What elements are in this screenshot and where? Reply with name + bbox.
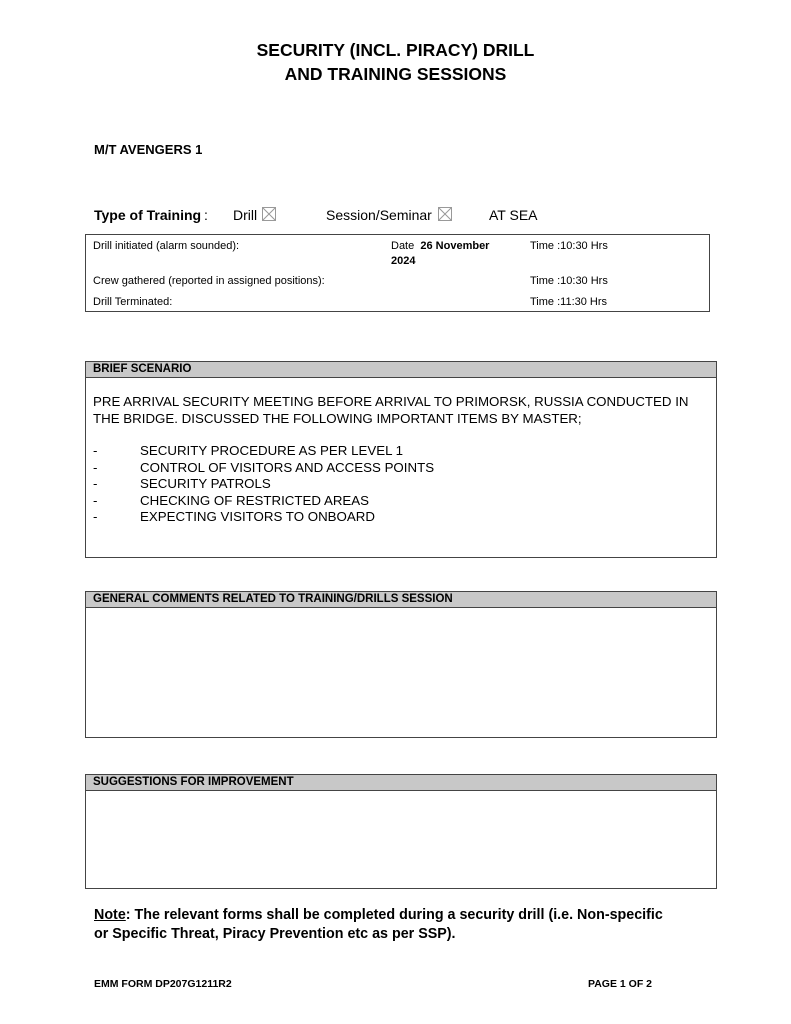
note-label: Note [94, 907, 126, 923]
vessel-name: M/T AVENGERS 1 [94, 142, 203, 157]
drill-times-table [85, 234, 710, 312]
page-number: PAGE 1 OF 2 [588, 978, 652, 990]
session-seminar-checkbox[interactable] [438, 207, 452, 221]
date-label [391, 240, 489, 252]
scenario-item-text: SECURITY PATROLS [140, 476, 271, 491]
bullet-dash: - [93, 492, 98, 508]
scenario-intro: PRE ARRIVAL SECURITY MEETING BEFORE ARRIVAL TO PRIMORSK, RUSSIA CONDUCTED IN THE BRIDGE. DISCUSSED THE FOLLOWING IMPORTANT ITEMS BY MASTER; [93, 394, 689, 426]
drill-checkbox[interactable] [262, 207, 276, 221]
crew-gathered-label: Crew gathered (reported in assigned positions): [93, 275, 325, 287]
scenario-item [93, 443, 716, 460]
training-location: AT SEA [489, 207, 538, 223]
checkbox-cross-icon [263, 208, 275, 220]
training-type-colon: : [204, 207, 208, 223]
suggestions-area[interactable] [86, 791, 716, 889]
general-comments-area[interactable] [86, 608, 716, 738]
general-comments-header: GENERAL COMMENTS RELATED TO TRAINING/DRILLS SESSION [86, 592, 716, 608]
suggestions-header: SUGGESTIONS FOR IMPROVEMENT [86, 775, 716, 791]
time-initiated: Time :10:30 Hrs [530, 240, 608, 252]
general-comments-section [85, 591, 717, 738]
drill-terminated-label: Drill Terminated: [93, 296, 173, 308]
time-terminated: Time :11:30 Hrs [530, 296, 608, 308]
bullet-dash: - [93, 476, 98, 491]
date-value: 26 November [420, 240, 490, 252]
scenario-item-text: SECURITY PROCEDURE AS PER LEVEL 1 [140, 443, 404, 458]
bullet-dash: - [93, 459, 98, 475]
time-gathered: Time :10:30 Hrs [530, 275, 608, 287]
scenario-item-text: CONTROL OF VISITORS AND ACCESS POINTS [140, 459, 435, 475]
note-paragraph [94, 906, 674, 944]
bullet-dash: - [93, 443, 98, 458]
drill-label: Drill [233, 207, 258, 223]
suggestions-section [85, 774, 717, 889]
scenario-items [93, 443, 716, 526]
scenario-item [93, 493, 716, 510]
date-year: 2024 [391, 255, 416, 267]
title-line-2: AND TRAINING SESSIONS [284, 64, 507, 84]
brief-scenario-header: BRIEF SCENARIO [86, 362, 716, 378]
document-title [0, 38, 791, 86]
date-label-text: Date [391, 240, 415, 252]
training-type-row [94, 207, 714, 227]
scenario-item [93, 476, 716, 493]
session-seminar-label: Session/Seminar [326, 207, 432, 223]
form-code: EMM FORM DP207G1211R2 [94, 978, 232, 990]
training-type-label: Type of Training [94, 207, 202, 223]
scenario-item [93, 460, 716, 477]
title-line-1: SECURITY (INCL. PIRACY) DRILL [256, 40, 535, 60]
drill-initiated-label: Drill initiated (alarm sounded): [93, 240, 240, 252]
brief-scenario-body [86, 378, 716, 526]
checkbox-cross-icon [439, 208, 451, 220]
scenario-item-text: EXPECTING VISITORS TO ONBOARD [140, 509, 375, 524]
scenario-item [93, 509, 716, 526]
bullet-dash: - [93, 509, 98, 524]
scenario-item-text: CHECKING OF RESTRICTED AREAS [140, 492, 370, 508]
brief-scenario-section [85, 361, 717, 558]
note-text: : The relevant forms shall be completed during a security drill (i.e. Non-specific or Specific Threat, Piracy Prevention etc as per SSP). [94, 907, 663, 942]
